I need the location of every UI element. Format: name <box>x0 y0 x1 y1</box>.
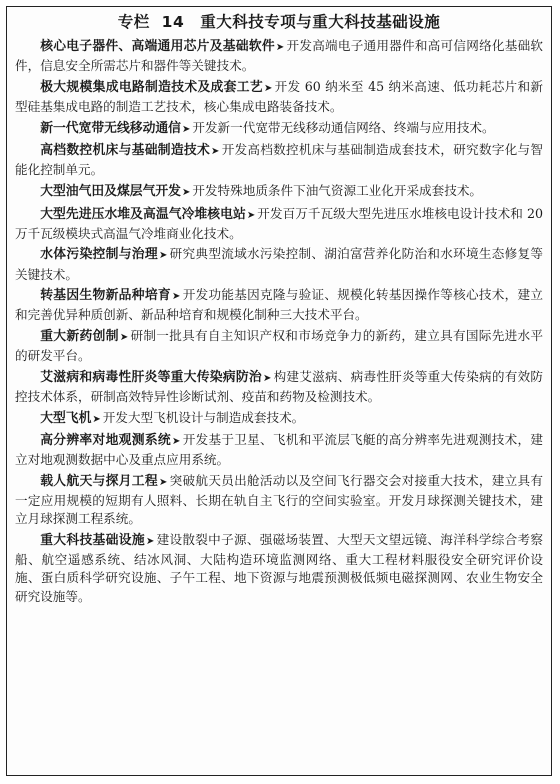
arrow-icon: ➤ <box>211 146 220 158</box>
item-description: 研究典型流域水污染控制、湖泊富营养化防治和水环境生态修复等关键技术。 <box>15 246 544 282</box>
item-description: 开发特殊地质条件下油气资源工业化开采成套技术。 <box>192 182 482 198</box>
item-term: 水体污染控制与治理 <box>40 247 158 263</box>
item-description: 开发大型飞机设计与制造成套技术。 <box>102 409 305 425</box>
item-term: 转基因生物新品种培育 <box>40 288 172 304</box>
arrow-icon: ➤ <box>158 476 168 488</box>
list-item <box>15 141 543 179</box>
item-term: 高分辨率对地观测系统 <box>40 433 172 449</box>
list-item <box>15 472 543 529</box>
list-item <box>15 78 543 116</box>
item-term: 艾滋病和病毒性肝炎等重大传染病防治 <box>40 369 262 385</box>
list-item <box>15 245 543 283</box>
list-item <box>15 37 543 75</box>
item-term: 高档数控机床与基础制造技术 <box>40 143 211 159</box>
arrow-icon: ➤ <box>275 42 285 53</box>
item-description: 突破航天员出舱活动以及空间飞行器交会对接重大技术，建立具有一定应用规模的短期有人照料、长期在轨自主飞行的空间实验室。开发月球探测关键技术，建立月球探测工程系统。 <box>15 472 544 527</box>
item-description: 开发功能基因克隆与验证、规模化转基因操作等核心技术，建立和完善优异种质创新、新品种培育和规模化制种三大技术平台。 <box>15 287 544 323</box>
item-list <box>15 37 543 606</box>
list-item <box>15 409 543 429</box>
item-description: 开发高档数控机床与基础制造成套技术，研究数字化与智能化控制单元。 <box>15 142 544 178</box>
arrow-icon: ➤ <box>158 250 168 262</box>
arrow-icon: ➤ <box>172 436 181 448</box>
list-item <box>15 531 543 606</box>
list-item <box>15 431 543 469</box>
item-term: 新一代宽带无线移动通信 <box>40 120 181 136</box>
item-description: 开发高端电子通用器件和高可信网络化基础软件，信息安全所需芯片和器件等关键技术。 <box>15 38 543 74</box>
item-term: 重大新药创制 <box>40 328 119 344</box>
item-term: 大型油气田及煤层气开发 <box>40 183 181 199</box>
list-item <box>15 368 543 406</box>
arrow-icon: ➤ <box>246 209 256 221</box>
item-description: 研制一批具有自主知识产权和市场竞争力的新药，建立具有国际先进水平的研发平台。 <box>15 327 544 364</box>
item-term: 极大规模集成电路制造技术及成套工艺 <box>40 79 263 95</box>
column-title: 专栏 14 重大科技专项与重大科技基础设施 <box>117 13 441 31</box>
arrow-icon: ➤ <box>172 291 181 303</box>
arrow-icon: ➤ <box>181 186 191 198</box>
item-term: 重大科技基础设施 <box>40 532 145 548</box>
arrow-icon: ➤ <box>145 535 155 547</box>
column-box <box>6 6 552 776</box>
item-description: 构建艾滋病、病毒性肝炎等重大传染病的有效防控技术体系，研制高效特异性诊断试剂、疫苗和药物及检测技术。 <box>15 368 544 404</box>
arrow-icon: ➤ <box>262 372 272 384</box>
arrow-icon: ➤ <box>119 331 129 343</box>
list-item <box>15 119 543 139</box>
list-item <box>15 182 543 202</box>
item-term: 核心电子器件、高端通用芯片及基础软件 <box>40 39 275 54</box>
item-description: 开发 60 纳米至 45 纳米高速、低功耗芯片和新型硅基集成电路的制造工艺技术，核心集成电路装备技术。 <box>15 78 543 114</box>
item-description: 开发百万千瓦级大型先进压水堆核电设计技术和 20 万千瓦级模块式高温气冷堆商业化技术。 <box>15 205 544 241</box>
item-term: 载人航天与探月工程 <box>40 473 158 489</box>
list-item <box>15 205 543 243</box>
item-term: 大型飞机 <box>40 410 92 426</box>
arrow-icon: ➤ <box>181 123 191 135</box>
item-description: 开发新一代宽带无线移动通信网络、终端与应用技术。 <box>192 119 495 135</box>
item-description: 开发基于卫星、飞机和平流层飞艇的高分辨率先进观测技术，建立对地观测数据中心及重点应用系统。 <box>15 432 544 468</box>
list-item <box>15 286 543 324</box>
item-description: 建设散裂中子源、强磁场装置、大型天文望远镜、海洋科学综合考察船、航空遥感系统、结冰风洞、大陆构造环境监测网络、重大工程材料服役安全研究评价设施、蛋白质科学研究设施、子午工程、地下资源与地震预测极低频电磁探测网、农业生物安全研究设施等。 <box>15 531 544 604</box>
arrow-icon: ➤ <box>92 413 101 425</box>
list-item <box>15 327 543 365</box>
item-term: 大型先进压水堆及高温气冷堆核电站 <box>40 206 246 222</box>
arrow-icon: ➤ <box>263 82 273 94</box>
